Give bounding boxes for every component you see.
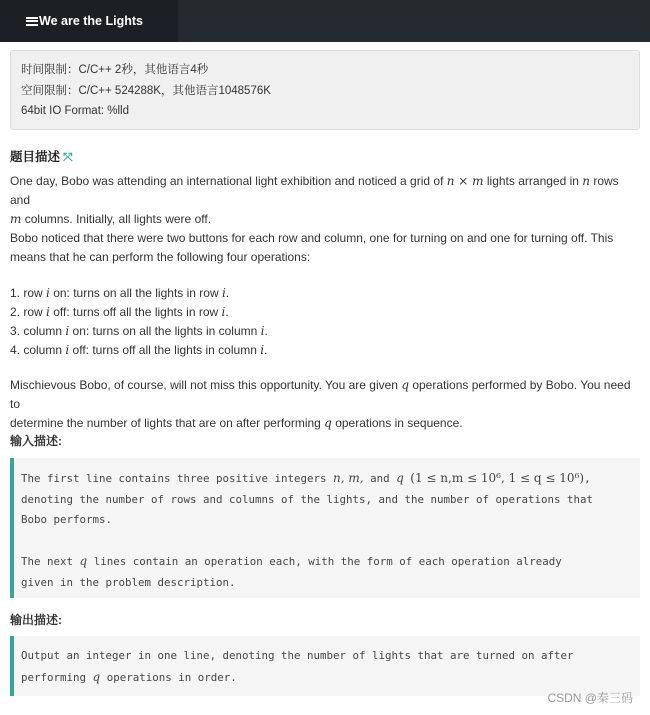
code-line (21, 468, 640, 490)
text: on: turns on all the lights in row (49, 286, 222, 300)
limits-box (10, 50, 640, 130)
text: off: turns off all the lights in column (69, 343, 261, 357)
list-item (10, 303, 640, 322)
text: , (584, 472, 591, 485)
output-heading: 输出描述: (10, 613, 62, 627)
text: rows and (10, 174, 619, 207)
text: The first line contains three positive integers (21, 472, 334, 485)
description-title: 题目描述 (10, 150, 61, 164)
text: operations performed by Bobo. You need to (10, 378, 631, 411)
math: i (65, 324, 70, 338)
list-icon (26, 17, 38, 26)
math: n (582, 174, 591, 188)
header-bar (0, 0, 650, 42)
code-line: Bobo performs. (21, 513, 113, 526)
description-paragraph-3 (10, 376, 640, 433)
text: . (225, 286, 230, 300)
text: Mischievous Bobo, of course, will not miss this opportunity. You are given (10, 378, 402, 392)
text: off: turns off all the lights in row (49, 305, 222, 319)
math: i (221, 305, 226, 319)
list-item (10, 284, 640, 303)
blank-line (21, 531, 640, 552)
math: i (46, 286, 50, 300)
operations-list (10, 284, 640, 360)
text: and (363, 472, 397, 485)
text: operations in order. (100, 670, 237, 684)
code-line (21, 667, 640, 689)
input-heading: 输入描述: (10, 434, 62, 448)
expand-icon[interactable]: ⤧ (63, 150, 73, 165)
code-line: given in the problem description. (21, 575, 236, 589)
text: columns. Initially, all lights were off. (21, 212, 212, 226)
code-line (21, 551, 640, 573)
list-item (10, 341, 640, 360)
math: n × m (446, 174, 484, 188)
math: q (92, 669, 101, 684)
math: q (324, 416, 332, 430)
text: 3. column (10, 324, 66, 338)
code-line: denoting the number of rows and columns of the lights, and the number of operations that (21, 492, 594, 506)
text: 4. column (10, 343, 66, 357)
math: i (46, 305, 50, 319)
math: i (260, 324, 265, 338)
text: The next (21, 555, 80, 568)
text: lights arranged in (483, 174, 583, 188)
math: (1 ≤ n,m ≤ 10⁶, 1 ≤ q ≤ 10⁶) (410, 471, 585, 485)
watermark: CSDN @秦三码 (547, 691, 633, 705)
text: 1. row (10, 286, 47, 300)
code-line: Output an integer in one line, denoting the number of lights that are turned on after (21, 649, 574, 662)
text: performing (21, 670, 93, 684)
output-description-box (10, 636, 640, 696)
list-item (10, 322, 640, 341)
math: q (79, 554, 88, 568)
description-paragraph-2: Bobo noticed that there were two buttons for each row and column, one for turning on and one for turning off. This means that he can perform the following four operations: (10, 231, 614, 264)
math: i (221, 286, 226, 300)
memory-limit: 空间限制：C/C++ 524288K，其他语言1048576K (21, 84, 271, 97)
math: i (65, 343, 70, 357)
math: m (10, 212, 22, 226)
text: . (264, 324, 268, 338)
text: 2. row (10, 305, 47, 319)
problem-title: We are the Lights (39, 14, 143, 28)
text: on: turns on all the lights in column (69, 324, 261, 338)
description-paragraph-1 (10, 172, 640, 229)
math: n, m, (333, 471, 364, 485)
input-description-box (10, 458, 640, 598)
description-heading (10, 147, 73, 165)
problem-tab[interactable] (0, 0, 178, 42)
text: lines contain an operation each, with the form of each operation already (87, 555, 562, 568)
time-limit: 时间限制：C/C++ 2秒，其他语言4秒 (21, 64, 209, 76)
text: . (264, 343, 268, 357)
text: One day, Bobo was attending an international light exhibition and noticed a grid of (10, 174, 447, 188)
text: determine the number of lights that are on after performing (10, 416, 325, 430)
math: i (260, 343, 265, 357)
math: q (396, 471, 404, 485)
math: q (401, 378, 409, 392)
text: operations in sequence. (331, 416, 463, 430)
text: . (225, 305, 229, 319)
io-format: 64bit IO Format: %lld (21, 105, 130, 117)
